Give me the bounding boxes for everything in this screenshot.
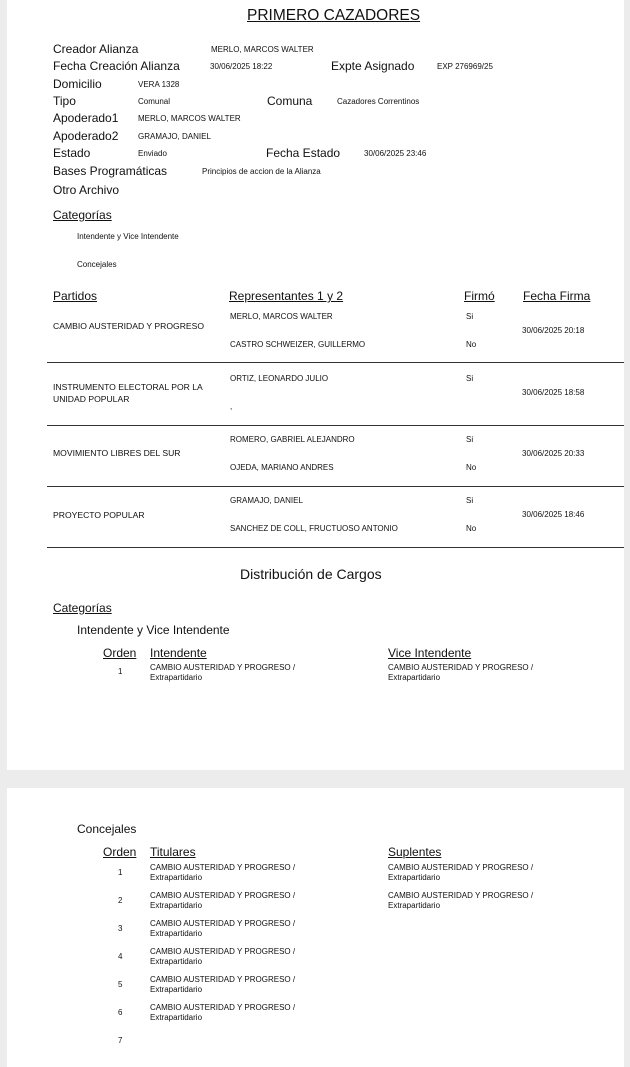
partido-name: MOVIMIENTO LIBRES DEL SUR [53, 448, 181, 458]
row-divider [47, 547, 624, 548]
fecha-creacion-value: 30/06/2025 18:22 [210, 62, 273, 71]
firmo-1: Si [466, 435, 474, 444]
fecha-firma: 30/06/2025 18:58 [522, 388, 585, 397]
creador-label: Creador Alianza [53, 42, 139, 56]
col-header-titulares: Titulares [150, 845, 196, 859]
alliance-title: PRIMERO CAZADORES [247, 7, 421, 24]
titular-cell: CAMBIO AUSTERIDAD Y PROGRESO / Extrapartidario [150, 919, 296, 938]
col-header-partidos: Partidos [53, 289, 98, 303]
titular-cell: CAMBIO AUSTERIDAD Y PROGRESO / Extrapartidario [150, 891, 296, 910]
tipo-value: Comunal [138, 97, 171, 106]
fecha-firma: 30/06/2025 18:46 [522, 510, 585, 519]
representante-2: SANCHEZ DE COLL, FRUCTUOSO ANTONIO [230, 524, 398, 533]
categorias-heading: Categorías [53, 208, 112, 222]
representante-1: GRAMAJO, DANIEL [230, 496, 303, 505]
firmo-2: No [466, 340, 477, 349]
representante-1: MERLO, MARCOS WALTER [230, 312, 333, 321]
tipo-label: Tipo [53, 94, 76, 108]
col-header-representantes: Representantes 1 y 2 [229, 289, 344, 303]
otro-archivo-label: Otro Archivo [53, 183, 120, 197]
representante-2: OJEDA, MARIANO ANDRES [230, 463, 334, 472]
representante-1: ORTIZ, LEONARDO JULIO [230, 374, 329, 383]
bases-label: Bases Programáticas [53, 164, 168, 178]
representante-2: , [230, 402, 233, 411]
apoderado1-label: Apoderado1 [53, 111, 119, 125]
domicilio-value: VERA 1328 [138, 80, 180, 89]
partido-name: INSTRUMENTO ELECTORAL POR LA UNIDAD POPULAR [53, 382, 203, 404]
domicilio-label: Domicilio [53, 77, 102, 91]
categoria-item: Intendente y Vice Intendente [77, 232, 179, 241]
orden-number: 6 [118, 1008, 123, 1017]
document-page-2 [7, 788, 624, 1067]
suplente-cell: CAMBIO AUSTERIDAD Y PROGRESO / Extrapartidario [388, 863, 534, 882]
row-divider [47, 425, 624, 426]
categoria-item: Concejales [77, 260, 117, 269]
estado-label: Estado [53, 146, 91, 160]
orden-number: 5 [118, 980, 123, 989]
distribucion-categorias-heading: Categorías [53, 601, 112, 615]
document-page-1 [7, 0, 624, 770]
col-header-intendente: Intendente [150, 646, 207, 660]
bases-value: Principios de accion de la Alianza [202, 167, 321, 176]
col-header-firmo: Firmó [464, 289, 495, 303]
col-header-suplentes: Suplentes [388, 845, 442, 859]
col-header-vice-intendente: Vice Intendente [388, 646, 472, 660]
representante-2: CASTRO SCHWEIZER, GUILLERMO [230, 340, 366, 349]
apoderado2-label: Apoderado2 [53, 129, 119, 143]
titular-cell: CAMBIO AUSTERIDAD Y PROGRESO / Extrapartidario [150, 1003, 296, 1022]
category-intendente: Intendente y Vice Intendente [77, 623, 230, 637]
distribucion-title: Distribución de Cargos [240, 566, 382, 582]
firmo-1: Si [466, 496, 474, 505]
vice-intendente-cell: CAMBIO AUSTERIDAD Y PROGRESO / Extrapartidario [388, 663, 534, 682]
titular-cell: CAMBIO AUSTERIDAD Y PROGRESO / Extrapartidario [150, 947, 296, 966]
titular-cell: CAMBIO AUSTERIDAD Y PROGRESO / Extrapartidario [150, 863, 296, 882]
col-header-orden: Orden [103, 845, 137, 859]
orden-number: 1 [118, 868, 123, 877]
expte-value: EXP 276969/25 [437, 62, 493, 71]
representante-1: ROMERO, GABRIEL ALEJANDRO [230, 435, 355, 444]
col-header-orden: Orden [103, 646, 137, 660]
apoderado1-value: MERLO, MARCOS WALTER [138, 114, 241, 123]
row-divider [47, 362, 624, 363]
fecha-firma: 30/06/2025 20:18 [522, 326, 585, 335]
firmo-2: No [466, 524, 477, 533]
col-header-fecha-firma: Fecha Firma [523, 289, 591, 303]
estado-value: Enviado [138, 149, 167, 158]
expte-label: Expte Asignado [331, 59, 415, 73]
row-divider [47, 486, 624, 487]
creador-value: MERLO, MARCOS WALTER [211, 45, 314, 54]
firmo-1: Si [466, 374, 474, 383]
fecha-firma: 30/06/2025 20:33 [522, 449, 585, 458]
fecha-estado-label: Fecha Estado [266, 146, 341, 160]
firmo-2: No [466, 463, 477, 472]
orden-number: 7 [118, 1036, 123, 1045]
orden-number: 1 [118, 667, 123, 676]
orden-number: 3 [118, 924, 123, 933]
suplente-cell: CAMBIO AUSTERIDAD Y PROGRESO / Extrapartidario [388, 891, 534, 910]
orden-number: 2 [118, 896, 123, 905]
partido-name: PROYECTO POPULAR [53, 510, 145, 520]
fecha-estado-value: 30/06/2025 23:46 [364, 149, 427, 158]
comuna-value: Cazadores Correntinos [337, 97, 420, 106]
orden-number: 4 [118, 952, 123, 961]
intendente-cell: CAMBIO AUSTERIDAD Y PROGRESO / Extrapartidario [150, 663, 296, 682]
apoderado2-value: GRAMAJO, DANIEL [138, 132, 211, 141]
fecha-creacion-label: Fecha Creación Alianza [53, 59, 180, 73]
partido-name: CAMBIO AUSTERIDAD Y PROGRESO [53, 321, 205, 331]
firmo-1: Si [466, 312, 474, 321]
titular-cell: CAMBIO AUSTERIDAD Y PROGRESO / Extrapartidario [150, 975, 296, 994]
category-concejales: Concejales [77, 822, 137, 836]
comuna-label: Comuna [267, 94, 313, 108]
